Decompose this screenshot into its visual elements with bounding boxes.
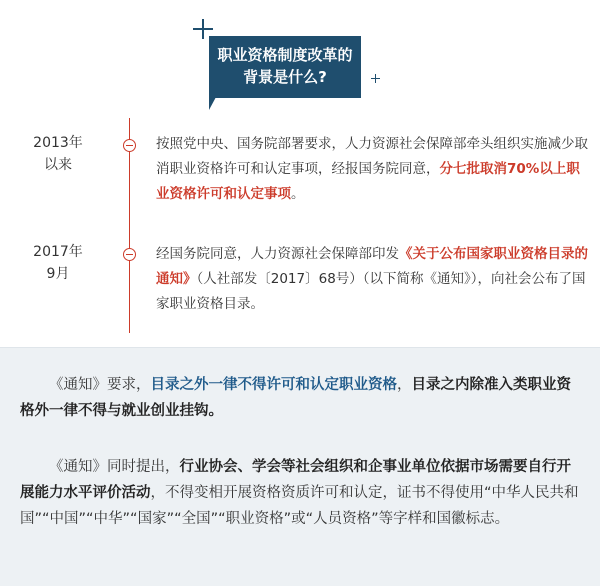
timeline-date	[23, 132, 93, 176]
date-period: 以来	[44, 157, 72, 173]
entry-highlight: 分七批取消70%以上职业资格许可和认定事项	[156, 161, 580, 202]
paragraph-text: 《通知》同时提出，	[49, 459, 180, 475]
date-year: 2017年	[33, 244, 83, 260]
section-title-line2: 背景是什么?	[243, 68, 327, 86]
paragraph-highlight-blue: 目录之外一律不得许可和认定职业资格	[150, 377, 397, 393]
paragraph-text: 《通知》要求，	[49, 377, 151, 393]
entry-highlight: 《关于公布国家职业资格目录的通知》	[156, 246, 588, 287]
timeline-entry	[156, 242, 588, 317]
paragraph-highlight-bold: 目录之内除准入类职业资格外一律不得与就业创业挂钩。	[20, 377, 571, 419]
entry-text-end: 。	[291, 186, 305, 202]
entry-text: 经国务院同意，人力资源社会保障部印发	[156, 246, 399, 262]
paragraph-text: ，	[397, 377, 412, 393]
paragraph-text: ，不得变相开展资格资质许可和认定，证书不得使用“中华人民共和国”“中国”“中华”“国家”“全国”“职业资格”或“人员资格”等字样和国徽标志。	[20, 485, 579, 527]
entry-text-end: （人社部发〔2017〕68号）（以下简称《通知》），向社会公布了国家职业资格目录。	[156, 271, 586, 312]
section-title	[209, 36, 361, 98]
paragraph-highlight-bold: 行业协会、学会等社会组织和企事业单位依据市场需要自行开展能力水平评价活动	[20, 459, 571, 501]
timeline-date	[23, 241, 93, 285]
title-tail-decoration	[209, 97, 216, 110]
timeline-entry	[156, 132, 588, 207]
summary-paragraph	[20, 454, 580, 532]
timeline-marker-icon	[123, 139, 136, 152]
date-year: 2013年	[33, 135, 83, 151]
plus-icon-small	[371, 74, 380, 83]
entry-text: 按照党中央、国务院部署要求，人力资源社会保障部牵头组织实施减少取消职业资格许可和认定事项，经报国务院同意，	[156, 136, 588, 177]
section-title-line1: 职业资格制度改革的	[217, 46, 353, 64]
date-period: 9月	[46, 266, 70, 282]
summary-paragraph	[20, 372, 580, 424]
timeline-marker-icon	[123, 248, 136, 261]
